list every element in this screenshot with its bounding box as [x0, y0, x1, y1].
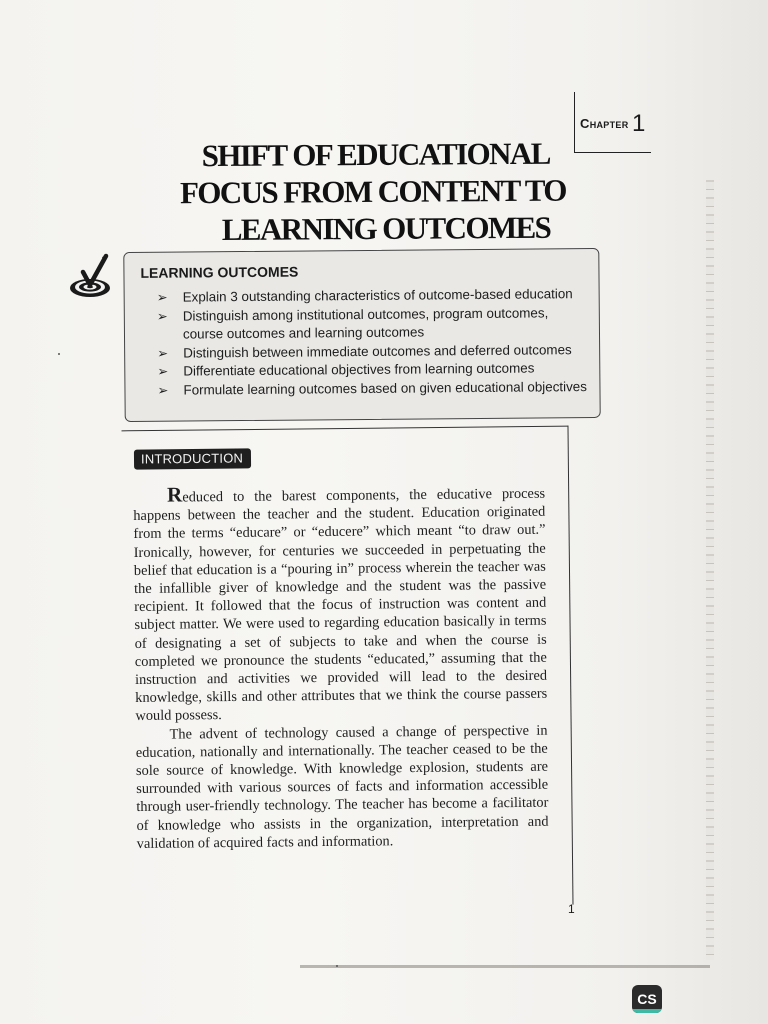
target-with-checkmark-icon [66, 252, 122, 302]
arrow-bullet-icon: ➢ [157, 364, 169, 380]
chapter-title-line-2: FOCUS FROM CONTENT TO [179, 172, 566, 211]
learning-outcomes-box [123, 248, 600, 422]
chapter-label: Chapter [580, 116, 629, 131]
chapter-title-line-1: SHIFT OF EDUCATIONAL [201, 135, 550, 174]
paragraph-1-text: educed to the barest components, the educative process happens between the teacher and the student. Education originated from the terms “educare” or “educere” which meant “to draw out.” Ironically, however, for centuries we succeeded in perpetuating the belief that education is a “pouring in” process wherein the teacher was the infallible giver of knowledge and the student was the passive recipient. It followed that the focus of instruction was content and subject matter. We were used to regarding education basically in terms of designating a set of subjects to take and when the course is completed we pronounce the students “educated,” assuming that the instruction and activities we provided will lead to the desired knowledge, skills and other attributes that we think the course passers would possess. [133, 485, 548, 725]
introduction-paragraph-1 [133, 482, 547, 726]
introduction-body [133, 482, 549, 853]
arrow-bullet-icon: ➢ [157, 382, 169, 398]
scan-speck [336, 965, 338, 967]
learning-outcome-item [157, 304, 587, 345]
arrow-bullet-icon: ➢ [156, 289, 168, 305]
chapter-title-line-3: LEARNING OUTCOMES [221, 209, 551, 248]
learning-outcome-item [157, 378, 587, 400]
page-edge-right [706, 180, 714, 960]
camscanner-badge-icon: CS [632, 985, 662, 1013]
introduction-paragraph-2: The advent of technology caused a change of perspective in education, nationally and internationally. The teacher ceased to be the sole source of knowledge. With knowledge explosion, students are surrounded with various sources of facts and information accessible through user-friendly technology. The teacher has become a facilitator of knowledge who assists in the organization, interpretation and validation of acquired facts and information. [135, 722, 549, 852]
learning-outcome-text: Distinguish between immediate outcomes and deferred outcomes [183, 341, 572, 361]
scan-speck [58, 353, 60, 355]
page-number: 1 [568, 902, 575, 916]
learning-outcomes-heading: LEARNING OUTCOMES [140, 263, 299, 281]
chapter-number: 1 [632, 110, 646, 137]
learning-outcome-text: Formulate learning outcomes based on given educational objectives [183, 379, 587, 398]
learning-outcome-text: Distinguish among institutional outcomes, program outcomes, course outcomes and learning outcomes [182, 304, 549, 342]
learning-outcome-text: Explain 3 outstanding characteristics of outcome-based education [182, 286, 573, 305]
drop-cap: R [166, 482, 183, 507]
introduction-label: INTRODUCTION [134, 448, 251, 469]
learning-outcomes-list [157, 285, 588, 400]
learning-outcome-text: Differentiate educational objectives from learning outcomes [183, 360, 535, 379]
arrow-bullet-icon: ➢ [157, 345, 169, 361]
chapter-title [179, 135, 566, 249]
page-edge-bottom [300, 965, 710, 968]
arrow-bullet-icon: ➢ [156, 308, 168, 324]
